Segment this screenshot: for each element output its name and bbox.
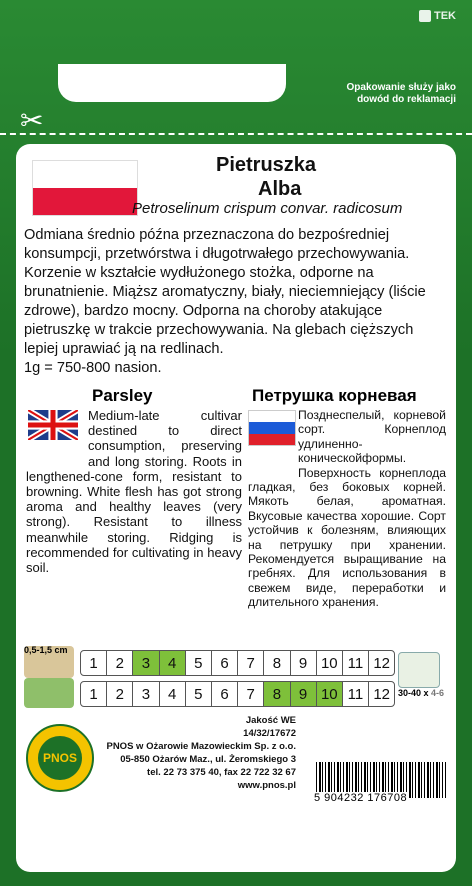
sowing-month: 6 bbox=[212, 651, 238, 675]
russian-description: Позднеспелый, корневой сорт. Корнеплод удлиненно-коническойформы. Поверхность корнеплода гладкая, без боковых корней. Мякоть белая, ароматная. Вкусовые качества хорошие. Сорт устойчив к болезням, влияющих на петрушку при хранении. Рекомендуется выращивание на гребнях. Для использования в свежем виде, переработки и длительного хранения. bbox=[248, 408, 446, 610]
harvest-month: 3 bbox=[133, 682, 159, 706]
description-pl: Odmiana średnio późna przeznaczona do bezpośredniej konsumpcji, przetwórstwa i długotrwałego przechowywania. Korzenie w kształcie wydłużonego stożka, odporne na brunatnienie. Miąższ aromatyczny, biały, nieciemniejący (liście zdrowe), bardzo mocny. Odporna na choroby atakujące pietruszkę w trakcie przechowywania. Na glebach cięższych lepiej uprawiać ją na redlinach. 1g = 750-800 nasion. bbox=[24, 227, 426, 376]
sowing-month: 1 bbox=[81, 651, 107, 675]
harvest-month: 7 bbox=[238, 682, 264, 706]
russian-title: Петрушка корневая bbox=[252, 386, 417, 405]
harvest-month: 12 bbox=[373, 685, 390, 703]
harvest-icon bbox=[24, 678, 74, 708]
harvest-month: 1 bbox=[81, 682, 107, 706]
harvest-month: 9 bbox=[291, 682, 317, 706]
harvest-month: 10 bbox=[317, 682, 343, 706]
english-title: Parsley bbox=[92, 386, 153, 405]
harvest-month: 2 bbox=[107, 682, 133, 706]
harvest-calendar bbox=[80, 681, 395, 707]
barcode-number: 5 904232 176708 bbox=[314, 792, 408, 804]
harvest-month: 6 bbox=[212, 682, 238, 706]
pnos-logo: PNOS bbox=[26, 724, 94, 792]
sowing-month: 11 bbox=[343, 651, 369, 675]
sowing-month: 10 bbox=[317, 651, 343, 675]
sowing-month: 8 bbox=[264, 651, 290, 675]
plant-spacing-icon bbox=[398, 652, 440, 688]
sowing-calendar bbox=[80, 650, 395, 676]
scissors-icon: ✂ bbox=[20, 105, 44, 136]
company-info bbox=[96, 714, 296, 792]
product-name-line2: Alba bbox=[258, 178, 302, 200]
sowing-month: 3 bbox=[133, 651, 159, 675]
company-name: PNOS w Ożarowie Mazowieckim Sp. z o.o. bbox=[106, 741, 296, 752]
sowing-month: 9 bbox=[291, 651, 317, 675]
latin-name: Petroselinum crispum convar. radicosum bbox=[132, 200, 403, 217]
harvest-month: 8 bbox=[264, 682, 290, 706]
sowing-month: 12 bbox=[373, 654, 390, 672]
harvest-month: 11 bbox=[343, 682, 369, 706]
poland-flag-icon bbox=[32, 160, 138, 216]
sowing-depth-label: 0,5-1,5 cm bbox=[24, 645, 68, 655]
sowing-month: 7 bbox=[238, 651, 264, 675]
plant-spacing-label: 30-40 x 4-6 bbox=[398, 688, 445, 698]
english-description: Medium-late cultivar destined to direct consumption, preserving and long storing. Roots in lengthened-cone form, resistant to browning. White flesh has got strong aroma and healthy leaves (very strong). Resistant to illness meanwhile storing. Ridging is recommended for cultivating in heavy soil. bbox=[26, 408, 242, 576]
company-website: www.pnos.pl bbox=[237, 780, 296, 791]
seed-count: 1g = 750-800 nasion. bbox=[24, 360, 162, 376]
sowing-month: 5 bbox=[186, 651, 212, 675]
company-phone: tel. 22 73 375 40, fax 22 722 32 67 bbox=[147, 767, 296, 778]
company-address: 05-850 Ożarów Maz., ul. Żeromskiego 3 bbox=[120, 754, 296, 765]
tek-label: TEK bbox=[419, 10, 456, 22]
hanging-tab bbox=[58, 64, 286, 102]
quality-code: 14/32/17672 bbox=[243, 728, 296, 739]
tek-icon bbox=[419, 10, 431, 22]
cut-line bbox=[0, 133, 472, 135]
sowing-month: 2 bbox=[107, 651, 133, 675]
product-card bbox=[16, 144, 456, 872]
receipt-note: Opakowanie służy jako dowód do reklamacji bbox=[346, 82, 456, 105]
harvest-month: 5 bbox=[186, 682, 212, 706]
sowing-month: 4 bbox=[160, 651, 186, 675]
quality-label: Jakość WE bbox=[245, 715, 296, 726]
product-name-line1: Pietruszka bbox=[216, 154, 317, 176]
harvest-month: 4 bbox=[160, 682, 186, 706]
